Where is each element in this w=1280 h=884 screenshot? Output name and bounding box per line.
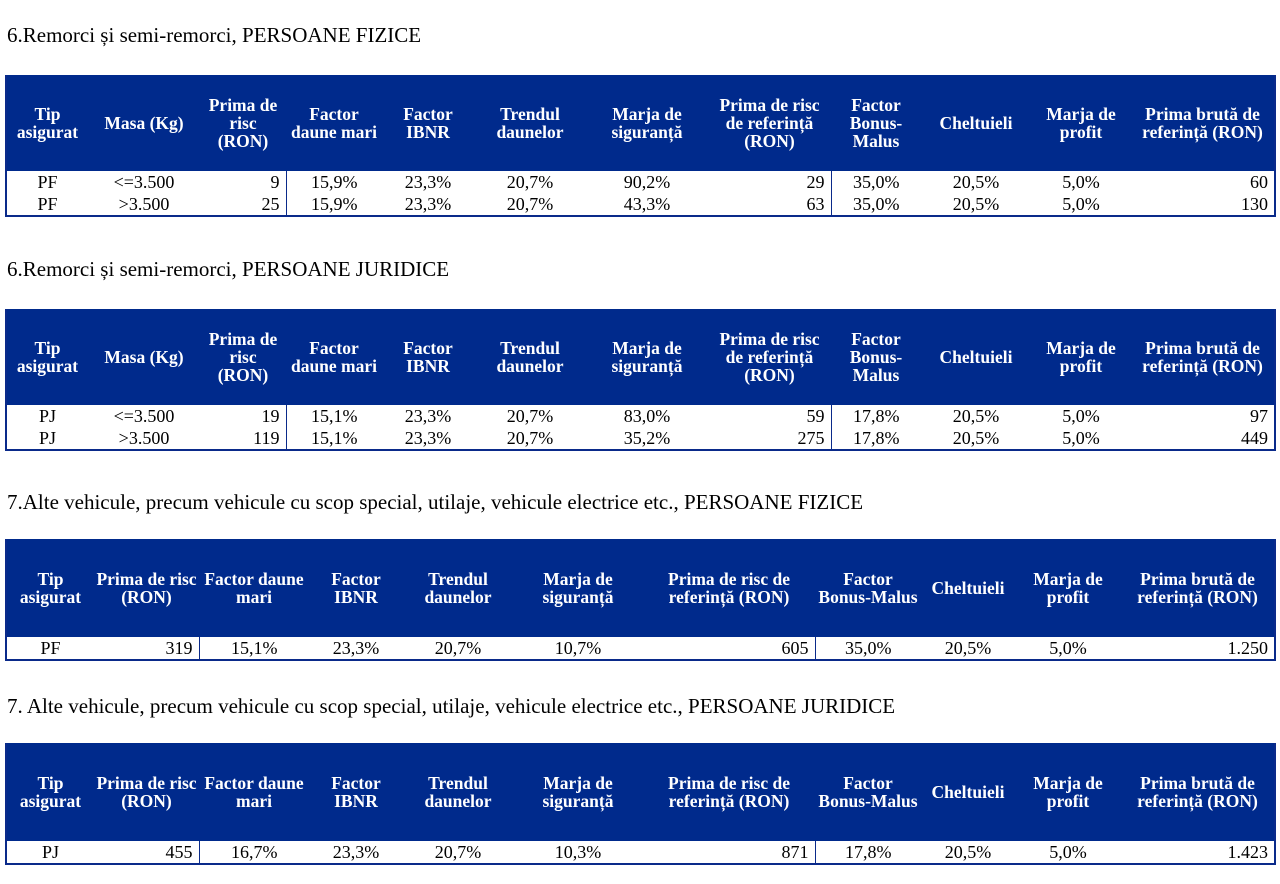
col-header: Factor IBNR: [382, 75, 474, 171]
col-header: Factor IBNR: [309, 539, 403, 637]
col-header: Prima de risc (RON): [94, 743, 199, 841]
table-cell: 1.423: [1121, 841, 1275, 864]
table-cell: 15,1%: [199, 637, 309, 660]
table-cell: 17,8%: [815, 841, 921, 864]
table-cell: 90,2%: [623, 172, 671, 192]
table-cell: 97: [1250, 406, 1268, 426]
table-cell: 5,0%: [1062, 406, 1100, 426]
table-cell: 5,0%: [1031, 427, 1131, 450]
table-cell: 10,7%: [513, 637, 643, 660]
table-cell: 20,7%: [403, 841, 513, 864]
table-header-row: [6, 75, 1275, 171]
col-header: Trendul daunelor: [403, 743, 513, 841]
col-header: Masa (Kg): [88, 309, 200, 405]
table-cell: 20,5%: [921, 637, 1015, 660]
table-cell: 20,7%: [474, 427, 586, 450]
table-cell: 43,3%: [586, 193, 708, 216]
table-cell: 5,0%: [1015, 841, 1121, 864]
col-header: Trendul daunelor: [474, 75, 586, 171]
table-cell: 15,1%: [311, 406, 358, 426]
col-header: Tip asigurat: [6, 309, 88, 405]
table-cell: 5,0%: [1031, 193, 1131, 216]
col-header: Marja de siguranță: [513, 743, 643, 841]
table-row: [6, 405, 1275, 427]
table-cell: 23,3%: [382, 427, 474, 450]
col-header: Prima de risc (RON): [94, 539, 199, 637]
table-row: [6, 427, 1275, 450]
col-header: Factor daune mari: [286, 309, 382, 405]
table-cell: 20,5%: [921, 193, 1031, 216]
table-cell: 15,1%: [286, 427, 382, 450]
col-header: Prima brută de referință (RON): [1121, 743, 1275, 841]
table-cell: 20,7%: [506, 172, 554, 192]
col-header: Cheltuieli: [921, 309, 1031, 405]
col-header: Prima de risc (RON): [200, 75, 286, 171]
table-cell: >3.500: [88, 193, 200, 216]
table-cell: PJ: [38, 406, 56, 426]
col-header: Cheltuieli: [921, 539, 1015, 637]
table-cell: 15,9%: [286, 193, 382, 216]
col-header: Factor daune mari: [199, 539, 309, 637]
col-header: Tip asigurat: [6, 743, 94, 841]
table-cell: 1.250: [1121, 637, 1275, 660]
col-header: Cheltuieli: [921, 75, 1031, 171]
table-cell: 59: [708, 405, 831, 427]
table-cell: 20,7%: [506, 406, 554, 426]
table-cell: 5,0%: [1062, 172, 1100, 192]
table-cell: <=3.500: [113, 172, 175, 192]
table-cell: 319: [94, 637, 199, 660]
col-header: Marja de profit: [1031, 309, 1131, 405]
table-header-row: [6, 539, 1275, 637]
col-header: Tip asigurat: [6, 539, 94, 637]
table-cell: 17,8%: [853, 406, 900, 426]
col-header: Factor Bonus-Malus: [831, 309, 921, 405]
table-cell: 20,5%: [952, 406, 1000, 426]
table-cell: 20,7%: [403, 637, 513, 660]
col-header: Prima de risc de referință (RON): [643, 743, 815, 841]
table-cell: >3.500: [88, 427, 200, 450]
table-cell: 455: [94, 841, 199, 864]
table-cell: 23,3%: [404, 172, 452, 192]
col-header: Prima brută de referință (RON): [1131, 309, 1275, 405]
table-row: [6, 637, 1275, 660]
table-cell: 35,2%: [586, 427, 708, 450]
col-header: Prima de risc (RON): [200, 309, 286, 405]
col-header: Factor daune mari: [286, 75, 382, 171]
table-cell: 35,0%: [853, 172, 900, 192]
table-cell: 16,7%: [199, 841, 309, 864]
table-header-row: [6, 743, 1275, 841]
col-header: Marja de profit: [1015, 743, 1121, 841]
col-header: Prima brută de referință (RON): [1121, 539, 1275, 637]
table-cell: 35,0%: [831, 193, 921, 216]
table-cell: 19: [200, 405, 286, 427]
premium-table: [5, 75, 1276, 217]
table-cell: 10,3%: [513, 841, 643, 864]
col-header: Marja de profit: [1031, 75, 1131, 171]
table-cell: 29: [708, 171, 831, 193]
section-title: 7. Alte vehicule, precum vehicule cu scop special, utilaje, vehicule electrice etc., PERSOANE JURIDICE: [7, 694, 896, 718]
col-header: Tip asigurat: [6, 75, 88, 171]
col-header: Trendul daunelor: [403, 539, 513, 637]
table-cell: 23,3%: [309, 637, 403, 660]
col-header: Marja de siguranță: [586, 75, 708, 171]
col-header: Marja de siguranță: [586, 309, 708, 405]
table-cell: PJ: [6, 841, 94, 864]
table-cell: 35,0%: [815, 637, 921, 660]
table-cell: 23,3%: [404, 406, 452, 426]
premium-table: [5, 539, 1276, 661]
col-header: Prima brută de referință (RON): [1131, 75, 1275, 171]
table-cell: 605: [643, 637, 815, 660]
col-header: Marja de profit: [1015, 539, 1121, 637]
premium-table: [5, 743, 1276, 865]
table-cell: 5,0%: [1015, 637, 1121, 660]
premium-table: [5, 309, 1276, 451]
table-row: [6, 193, 1275, 216]
col-header: Cheltuieli: [921, 743, 1015, 841]
col-header: Marja de siguranță: [513, 539, 643, 637]
section-title: 6.Remorci și semi-remorci, PERSOANE FIZICE: [7, 23, 422, 47]
col-header: Prima de risc de referință (RON): [708, 75, 831, 171]
table-cell: 871: [643, 841, 815, 864]
table-cell: 83,0%: [623, 406, 671, 426]
col-header: Factor Bonus-Malus: [815, 743, 921, 841]
table-cell: 130: [1131, 193, 1275, 216]
col-header: Factor Bonus-Malus: [831, 75, 921, 171]
table-cell: 23,3%: [309, 841, 403, 864]
table-cell: PF: [37, 172, 58, 192]
table-cell: 275: [708, 427, 831, 450]
table-cell: <=3.500: [113, 406, 175, 426]
table-cell: 63: [708, 193, 831, 216]
table-cell: PF: [6, 193, 88, 216]
table-cell: PF: [6, 637, 94, 660]
table-cell: 60: [1250, 172, 1268, 192]
col-header: Trendul daunelor: [474, 309, 586, 405]
table-row: [6, 841, 1275, 864]
table-row: [6, 171, 1275, 193]
col-header: Factor Bonus-Malus: [815, 539, 921, 637]
table-cell: 119: [200, 427, 286, 450]
col-header: Masa (Kg): [88, 75, 200, 171]
col-header: Factor IBNR: [309, 743, 403, 841]
table-header-row: [6, 309, 1275, 405]
table-cell: 9: [200, 171, 286, 193]
table-cell: 20,7%: [474, 193, 586, 216]
table-cell: 17,8%: [831, 427, 921, 450]
col-header: Factor IBNR: [382, 309, 474, 405]
table-cell: 20,5%: [921, 841, 1015, 864]
table-cell: 25: [200, 193, 286, 216]
table-cell: 20,5%: [952, 172, 1000, 192]
col-header: Prima de risc de referință (RON): [643, 539, 815, 637]
table-cell: 23,3%: [382, 193, 474, 216]
table-cell: 449: [1131, 427, 1275, 450]
table-cell: 20,5%: [921, 427, 1031, 450]
section-title: 6.Remorci și semi-remorci, PERSOANE JURIDICE: [7, 257, 450, 281]
section-title: 7.Alte vehicule, precum vehicule cu scop special, utilaje, vehicule electrice etc., PERSOANE FIZICE: [7, 490, 864, 514]
table-cell: 15,9%: [311, 172, 358, 192]
col-header: Prima de risc de referință (RON): [708, 309, 831, 405]
table-cell: PJ: [6, 427, 88, 450]
col-header: Factor daune mari: [199, 743, 309, 841]
